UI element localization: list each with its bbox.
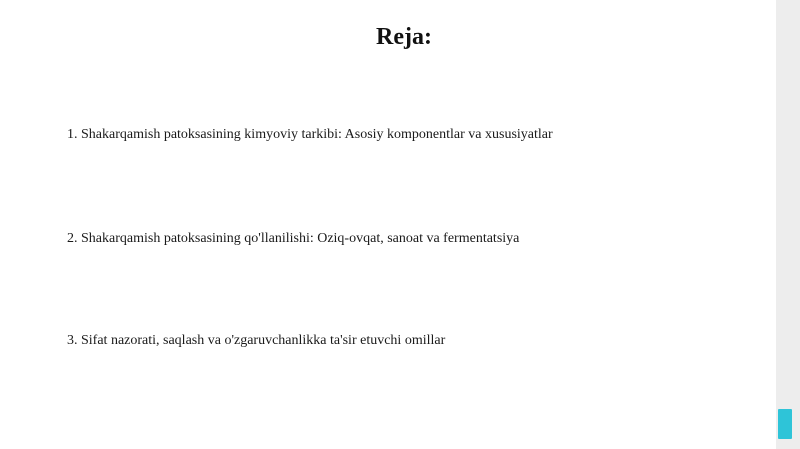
scrollbar-thumb[interactable] [778,409,792,439]
plan-item-1: 1. Shakarqamish patoksasining kimyoviy tarkibi: Asosiy komponentlar va xususiyatlar [67,127,553,142]
plan-item-2: 2. Shakarqamish patoksasining qo'llanilishi: Oziq-ovqat, sanoat va fermentatsiya [67,231,520,246]
plan-item-3: 3. Sifat nazorati, saqlash va o'zgaruvchanlikka ta'sir etuvchi omillar [67,333,446,348]
slide-title: Reja: [376,24,432,50]
viewer-right-gutter [776,0,800,449]
